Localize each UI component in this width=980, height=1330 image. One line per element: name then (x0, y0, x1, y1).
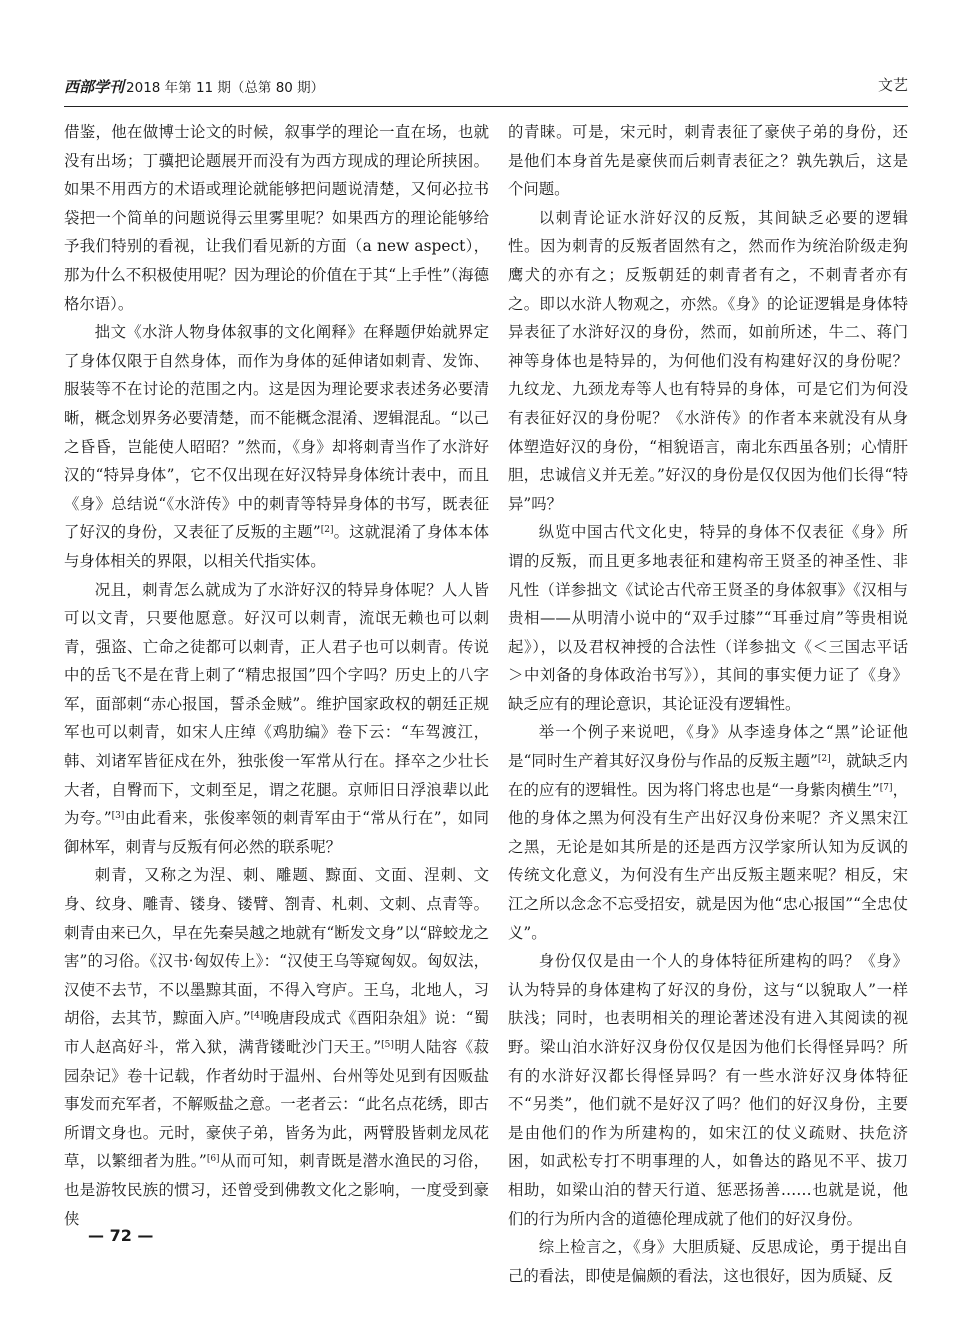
paragraph (508, 118, 908, 204)
paragraph (508, 204, 908, 519)
paragraph (64, 118, 489, 318)
header-rule (64, 106, 908, 107)
paragraph-text: 明人陆容《菽园杂记》卷十记载，作者幼时于温州、台州等处见到有因贩盐事发而充军者，不解贩盐之意。一老者云：“此名点花绣，即古所谓文身也。元时，豪侠子弟，皆务为此，两臂股皆刺龙凤花草，以繁细者为胜。” (64, 1038, 489, 1171)
journal-name: 西部学刊 (64, 78, 125, 96)
paragraph-text: 拙文《水浒人物身体叙事的文化阐释》在释题伊始就界定了身体仅限于自然身体，而作为身体的延伸诸如刺青、发饰、服装等不在讨论的范围之内。这是因为理论要求表述务必要清晰，概念划界务必要清楚，而不能概念混淆、逻辑混乱。“以己之昏昏，岂能使人昭昭？”然而，《身》却将刺青当作了水浒好汉的“特异身体”，它不仅出现在好汉特异身体统计表中，而且《身》总结说“《水浒传》中的刺青等特异身体的书写，既表征了好汉的身份，又表征了反叛的主题” (64, 323, 489, 542)
paragraph-text: 借鉴，他在做博士论文的时候，叙事学的理论一直在场，也就没有出场；丁骥把论题展开而没有为西方现成的理论所挟困。如果不用西方的术语或理论就能够把问题说清楚，又何必拉书袋把一个简单的问题说得云里雾里呢？如果西方的理论能够给予我们特别的看视，让我们看见新的方面（a new aspect），那为什么不积极使用呢？因为理论的价值在于其“上手性”（海德格尔语）。 (64, 123, 489, 313)
paragraph-text: 从而可知，刺青既是潜水渔民的习俗，也是游牧民族的惯习，还曾受到佛教文化之影响，一度受到豪侠 (64, 1152, 489, 1228)
citation-ref: [3] (111, 811, 125, 822)
journal-info (64, 76, 324, 97)
section-title: 文艺 (877, 76, 908, 94)
paragraph-text: 举一个例子来说吧，《身》从李逵身体之“黑”论证他是“同时生产着其好汉身份与作品的反叛主题” (508, 723, 908, 771)
paragraph-text: ，就缺乏内在的应有的逻辑性。因为将门将忠也是“一身紫肉横生” (508, 752, 908, 799)
paragraph-text: 纵览中国古代文化史，特异的身体不仅表征《身》所谓的反叛，而且更多地表征和建构帝王贤圣的神圣性、非凡性（详参拙文《试论古代帝王贤圣的身体叙事》《汉相与贵相——从明清小说中的“双手过膝”“耳垂过肩”等贵相说起》），以及君权神授的合法性（详参拙文《＜三国志平话＞中刘备的身体政治书写》），其间的事实便力证了《身》缺乏应有的理论意识，其论证没有逻辑性。 (508, 523, 908, 713)
running-header (64, 74, 908, 104)
paragraph-text: 身份仅仅是由一个人的身体特征所建构的吗？《身》认为特异的身体建构了好汉的身份，这与“以貌取人”一样肤浅；同时，也表明相关的理论著述没有进入其阅读的视野。梁山泊水浒好汉身份仅仅是因为他们长得怪异吗？所有的水浒好汉都长得怪异吗？有一些水浒好汉身体特征不“另类”，他们就不是好汉了吗？他们的好汉身份，主要是由他们的作为所建构的，如宋江的仗义疏财、扶危济困，如武松专打不明事理的人，如鲁达的路见不平、拔刀相助，如梁山泊的替天行道、惩恶扬善……也就是说，他们的行为所内含的道德伦理成就了他们的好汉身份。 (508, 952, 908, 1228)
citation-ref: [5] (381, 1040, 394, 1050)
citation-ref: [7] (879, 782, 893, 793)
paragraph-text: ，他的身体之黑为何没有生产出好汉身份来呢？齐义黑宋江之黑，无论是如其所是的还是西方汉学家所认知为反讽的传统文化意义，为何没有生产出反叛主题来呢？相反，宋江之所以念念不忘受招安，就是因为他“忠心报国”“全忠仗义”。 (508, 780, 908, 942)
paragraph-text: 况且，刺青怎么就成为了水浒好汉的特异身体呢？人人皆可以文青，只要他愿意。好汉可以刺青，流氓无赖也可以刺青，强盗、亡命之徒都可以刺青，正人君子也可以刺青。传说中的岳飞不是在背上刺了“精忠报国”四个字吗？历史上的八字军，面部刺“赤心报国，誓杀金贼”。维护国家政权的朝廷正规军也可以刺青，如宋人庄绰《鸡肋编》卷下云：“车驾渡江，韩、刘诸军皆征戍在外，独张俊一军常从行在。择卒之少壮长大者，自臀而下，文刺至足，谓之花腿。京师旧日浮浪辈以此为夸。” (64, 580, 489, 828)
paragraph-text: 晚唐段成式《酉阳杂俎》说：“蜀市人赵高好斗，常入狱，满背镂毗沙门天王。” (64, 1009, 489, 1056)
paragraph-text: 。这就混淆了身体本体与身体相关的界限，以相关代指实体。 (64, 523, 489, 570)
citation-ref: [6] (206, 1154, 220, 1165)
paragraph (64, 861, 489, 1233)
issue-info: 2018 年第 11 期（总第 80 期） (126, 80, 325, 96)
paragraph-text: 以刺青论证水浒好汉的反叛，其间缺乏必要的逻辑性。因为刺青的反叛者固然有之，然而作为统治阶级走狗鹰犬的亦有之；反叛朝廷的刺青者有之，不刺青者亦有之。即以水浒人物观之，亦然。《身》的论证逻辑是身体特异表征了水浒好汉的身份，然而，如前所述，牛二、蒋门神等身体也是特异的，为何他们没有构建好汉的身份呢？九纹龙、九颈龙寿等人也有特异的身体，可是它们为何没有表征好汉的身份呢？《水浒传》的作者本来就没有从身体塑造好汉的身份，“相貌语言，南北东西虽各别；心情肝胆，忠诚信义并无差。”好汉的身份是仅仅因为他们长得“特异”吗？ (508, 208, 908, 513)
left-column (64, 118, 489, 1228)
paragraph (508, 518, 908, 718)
paragraph-text: 刺青，又称之为涅、刺、雕题、黥面、文面、涅刺、文身、纹身、雕青、镂身、镂臂、劄青、札刺、文刺、点青等。刺青由来已久，早在先秦吴越之地就有“断发文身”以“辟蛟龙之害”的习俗。《汉书·匈奴传上》：“汉使王乌等窥匈奴。匈奴法，汉使不去节，不以墨黥其面，不得入穹庐。王乌，北地人，习胡俗，去其节，黥面入庐。” (64, 866, 489, 1028)
citation-ref: [2] (817, 754, 831, 765)
paragraph (508, 718, 908, 947)
right-column (508, 118, 908, 1285)
paragraph (64, 318, 489, 575)
paragraph (64, 576, 489, 862)
paragraph-text: 综上检言之，《身》大胆质疑、反思成论，勇于提出自己的看法，即使是偏颇的看法，这也很好，因为质疑、反 (508, 1238, 908, 1285)
paragraph (508, 947, 908, 1233)
page-number: — 72 — (88, 1226, 154, 1245)
paragraph-text: 的青睐。可是，宋元时，刺青表征了豪侠子弟的身份，还是他们本身首先是豪侠而后刺青表征之？孰先孰后，这是个问题。 (508, 123, 908, 199)
citation-ref: [4] (250, 1011, 264, 1022)
paragraph-text: 由此看来，张俊率领的刺青军由于“常从行在”，如同御林军，刺青与反叛有何必然的联系呢？ (64, 809, 489, 856)
paragraph (508, 1233, 908, 1290)
citation-ref: [2] (320, 525, 334, 536)
